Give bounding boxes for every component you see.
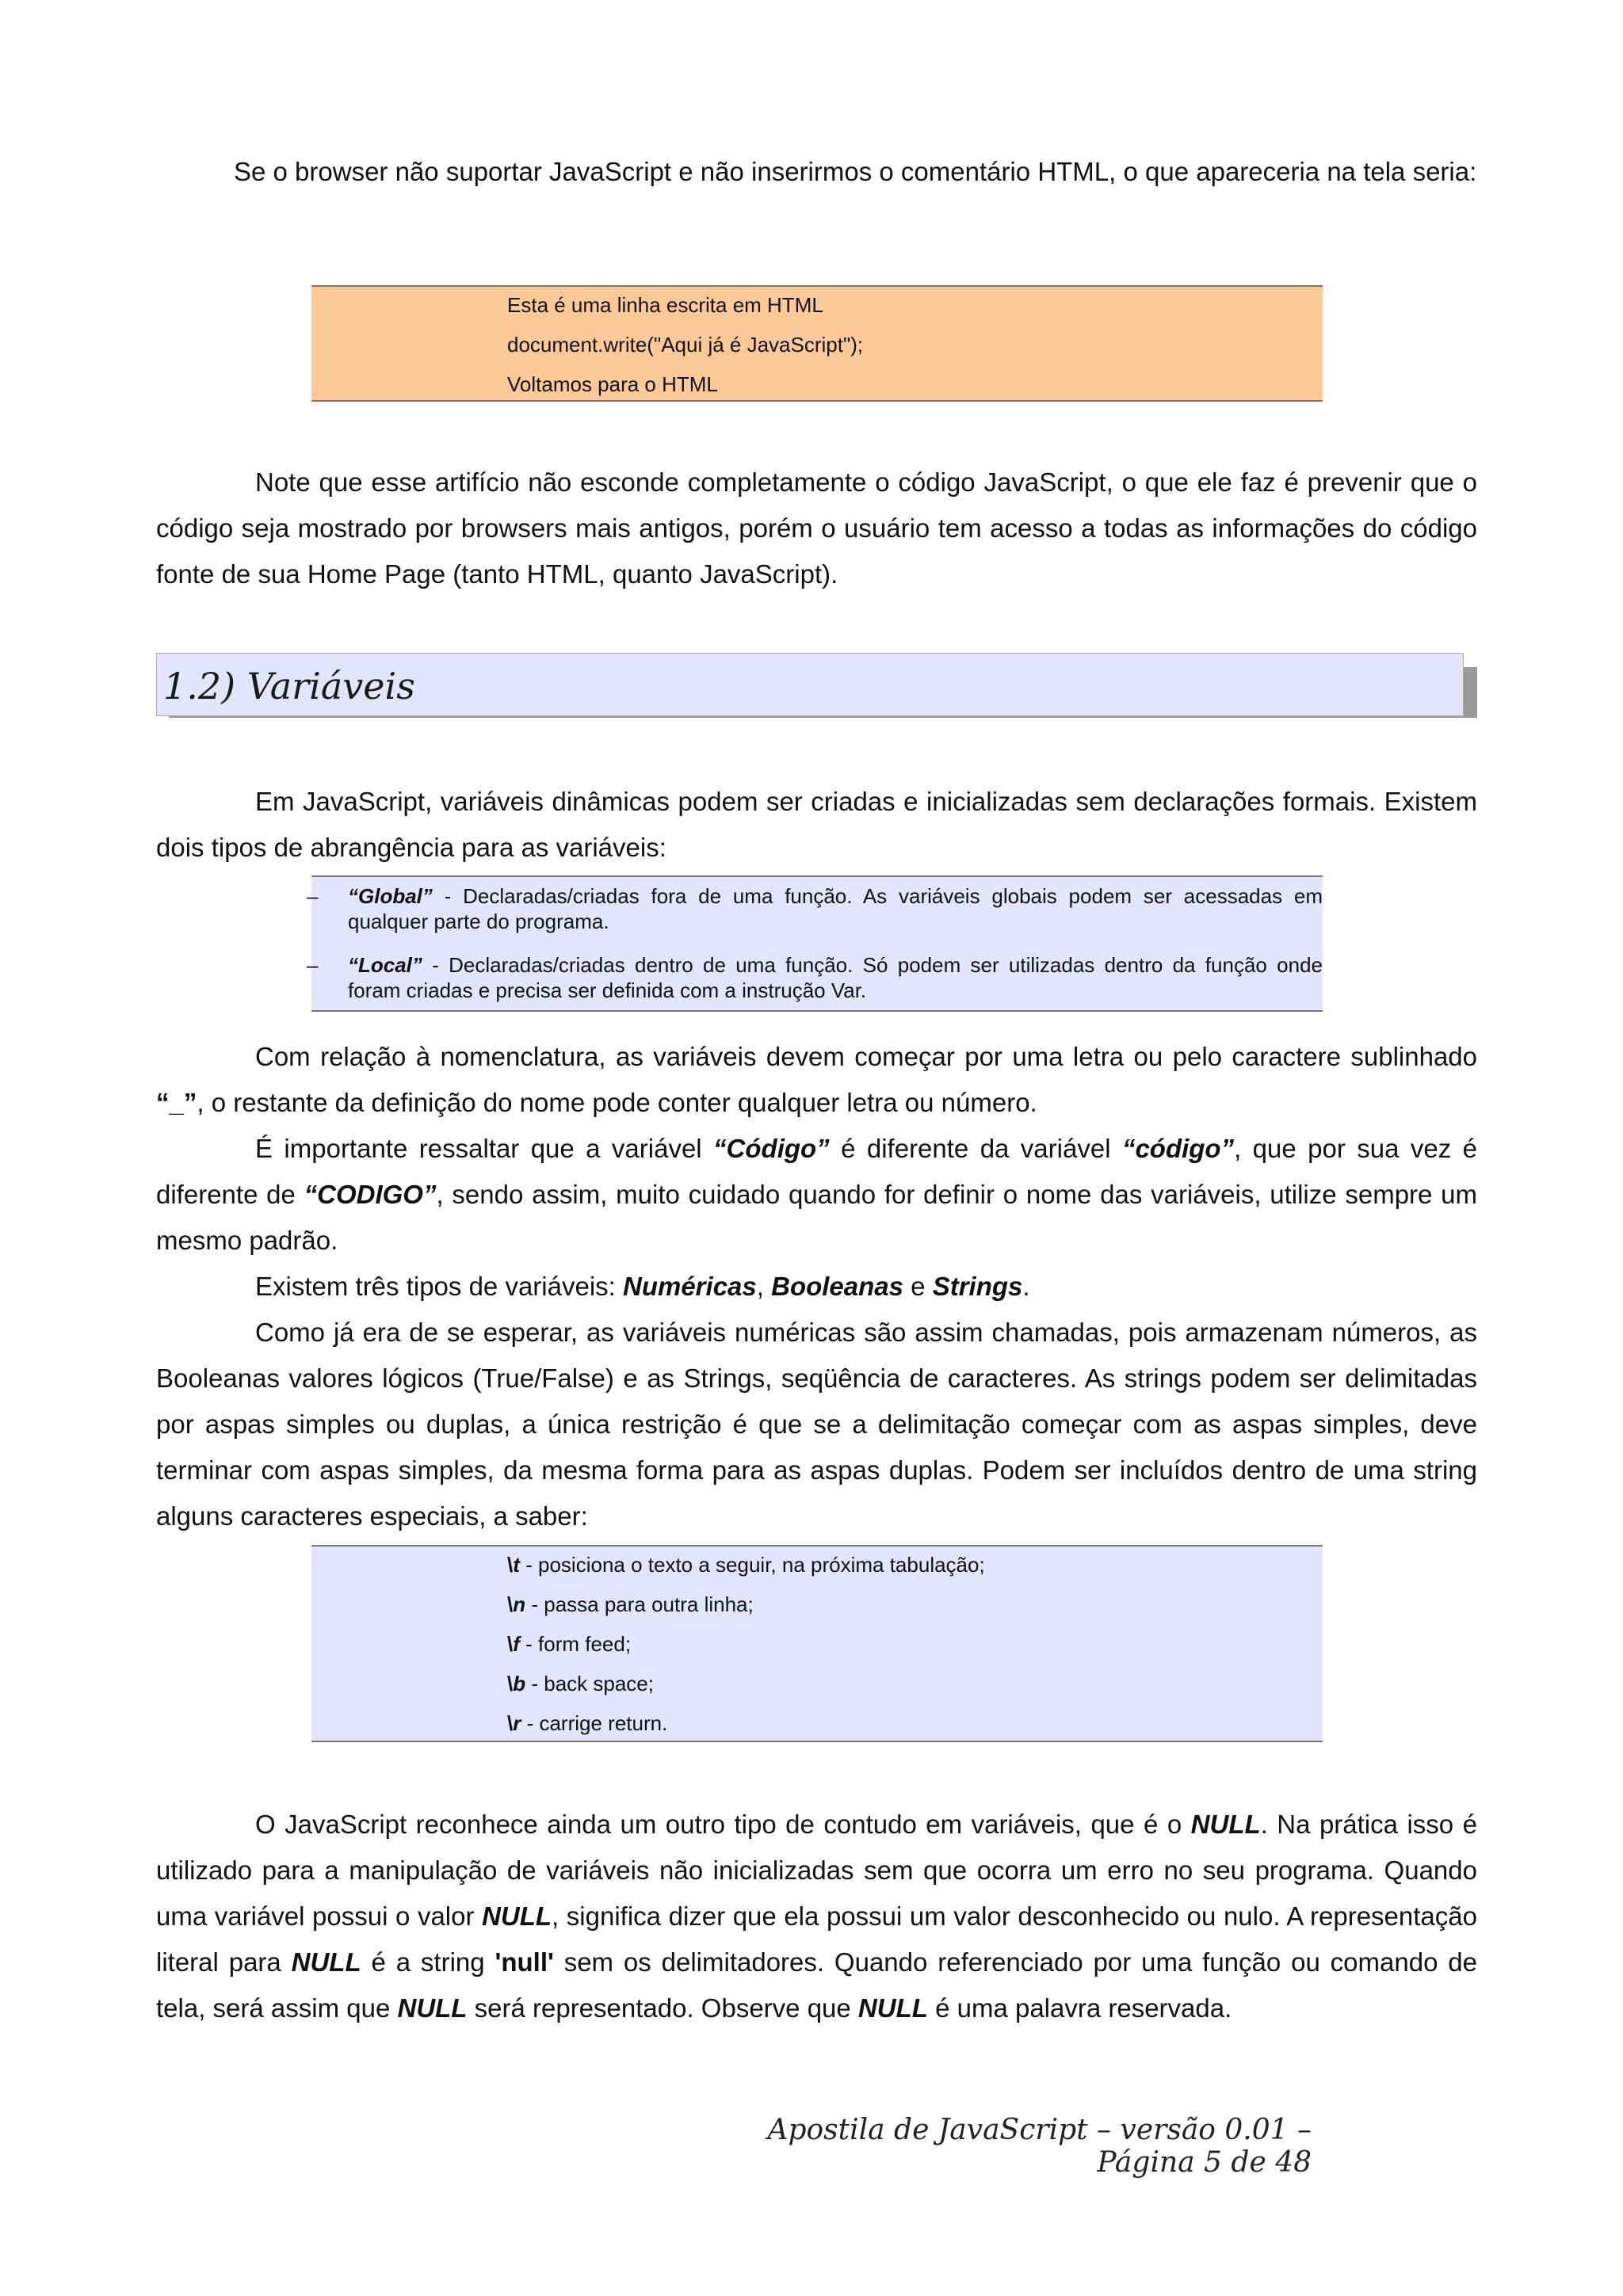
- escape-code: r: [513, 1711, 521, 1735]
- page-footer: Apostila de JavaScript – versão 0.01 – Página 5 de 48: [767, 2114, 1312, 2179]
- bold-run: 'null': [495, 1947, 554, 1977]
- escape-slash: \: [507, 1632, 514, 1656]
- variables-intro-paragraph: Em JavaScript, variáveis dinâmicas podem ser criadas e inicializadas sem declarações formais. Existem dois tipos de abrangência para as variáveis:: [156, 787, 1477, 862]
- dash-bullet: –: [307, 884, 319, 908]
- null-paragraph: [156, 1802, 1477, 2031]
- escape-slash: \: [507, 1553, 514, 1577]
- text-run: é a string: [361, 1947, 495, 1977]
- strings-paragraph: Como já era de se esperar, as variáveis numéricas são assim chamadas, pois armazenam números, as Booleanas valores lógicos (True/False) e as Strings, seqüência de caracteres. As strings podem ser delimitadas por aspas simples ou duplas, a única restrição é que se a delimitação começar com as aspas simples, deve terminar com aspas simples, da mesma forma para as aspas duplas. Podem ser incluídos dentro de uma string alguns caracteres especiais, a saber:: [156, 1318, 1477, 1531]
- emphasis-run: Booleanas: [771, 1272, 903, 1301]
- output-line: Esta é uma linha escrita em HTML: [507, 293, 823, 317]
- text-run: , sendo assim, muito cuidado quando for definir o nome das variáveis, utilize sempre um mesmo padrão.: [156, 1180, 1477, 1255]
- nomenclature-section: [156, 1034, 1477, 1539]
- emphasis-run: “CODIGO”: [304, 1180, 437, 1209]
- escape-code: t: [513, 1553, 520, 1577]
- escape-slash: \: [507, 1592, 514, 1616]
- text-run: é diferente da variável: [829, 1134, 1122, 1163]
- output-line: document.write("Aqui já é JavaScript");: [507, 333, 864, 357]
- emphasis-run: NULL: [482, 1901, 552, 1931]
- escape-item: [507, 1672, 654, 1696]
- text-run: É importante ressaltar que a variável: [255, 1134, 714, 1163]
- dash-bullet: –: [307, 953, 319, 977]
- escape-slash: \: [507, 1672, 514, 1695]
- text-run: , que por sua vez é diferente de: [156, 1134, 1477, 1209]
- case-sensitivity-paragraph: [156, 1126, 1477, 1264]
- escape-item: [507, 1711, 667, 1736]
- scope-term: “Local”: [348, 953, 422, 977]
- escape-desc: - posiciona o texto a seguir, na próxima tabulação;: [519, 1553, 985, 1577]
- scope-term: “Global”: [348, 884, 433, 908]
- scope-desc: - Declaradas/criadas fora de uma função. As variáveis globais podem ser acessadas em qualquer parte do programa.: [348, 884, 1323, 933]
- text-run: e: [903, 1272, 933, 1301]
- html-output-box: [311, 285, 1323, 402]
- escape-desc: - carrige return.: [521, 1711, 668, 1735]
- escape-desc: - back space;: [525, 1672, 654, 1695]
- note-paragraph: Note que esse artifício não esconde completamente o código JavaScript, o que ele faz é prevenir que o código seja mostrado por browsers mais antigos, porém o usuário tem acesso a todas as informações do código fonte de sua Home Page (tanto HTML, quanto JavaScript).: [156, 467, 1477, 589]
- text-run: é uma palavra reservada.: [927, 1993, 1232, 2023]
- escape-item: [507, 1553, 985, 1577]
- emphasis-run: Numéricas: [623, 1272, 757, 1301]
- scope-desc: - Declaradas/criadas dentro de uma função. Só podem ser utilizadas dentro da função onde foram criadas e precisa ser definida com a instrução Var.: [348, 953, 1323, 1002]
- escape-code: b: [513, 1672, 526, 1695]
- escape-code: f: [513, 1632, 520, 1656]
- escape-slash: \: [507, 1711, 514, 1735]
- emphasis-run: Strings: [932, 1272, 1023, 1301]
- text-run: , o restante da definição do nome pode conter qualquer letra ou número.: [197, 1088, 1037, 1117]
- text-run: ,: [756, 1272, 772, 1301]
- section-title: 1.2) Variáveis: [156, 653, 1464, 716]
- intro-paragraph: Se o browser não suportar JavaScript e não inserirmos o comentário HTML, o que apareceria na tela seria:: [234, 157, 1477, 186]
- escape-code: n: [513, 1592, 526, 1616]
- bold-run: “_”: [156, 1088, 197, 1117]
- text-run: . Na prática isso é utilizado para a manipulação de variáveis não inicializadas sem que ocorra um erro no seu programa. Quando uma variável possui o valor: [156, 1810, 1477, 1931]
- text-run: sem os delimitadores. Quando referenciado por uma função ou comando de tela, será assim que: [156, 1947, 1477, 2023]
- text-run: .: [1022, 1272, 1030, 1301]
- section-heading: [156, 653, 1477, 732]
- text-run: Com relação à nomenclatura, as variáveis devem começar por uma letra ou pelo caractere sublinhado: [255, 1042, 1477, 1071]
- escape-item: [507, 1632, 631, 1657]
- scope-text: [348, 952, 1323, 1003]
- escape-chars-box: [311, 1545, 1323, 1742]
- emphasis-run: NULL: [857, 1993, 928, 2023]
- escape-item: [507, 1592, 754, 1617]
- variable-types-paragraph: [156, 1264, 1477, 1310]
- scope-text: [348, 883, 1323, 934]
- emphasis-run: “código”: [1121, 1134, 1235, 1163]
- text-run: , significa dizer que ela possui um valor desconhecido ou nulo. A representação literal para: [156, 1901, 1477, 1977]
- emphasis-run: NULL: [1190, 1810, 1261, 1839]
- nomenclature-paragraph: [156, 1034, 1477, 1126]
- text-run: O JavaScript reconhece ainda um outro tipo de contudo em variáveis, que é o: [255, 1810, 1191, 1839]
- emphasis-run: NULL: [397, 1993, 468, 2023]
- text-run: Existem três tipos de variáveis:: [255, 1272, 623, 1301]
- escape-desc: - form feed;: [519, 1632, 632, 1656]
- scope-box: [307, 875, 1323, 1012]
- escape-desc: - passa para outra linha;: [525, 1592, 754, 1616]
- emphasis-run: NULL: [291, 1947, 361, 1977]
- output-line: Voltamos para o HTML: [507, 372, 718, 396]
- emphasis-run: “Código”: [713, 1134, 830, 1163]
- text-run: será representado. Observe que: [467, 1993, 858, 2023]
